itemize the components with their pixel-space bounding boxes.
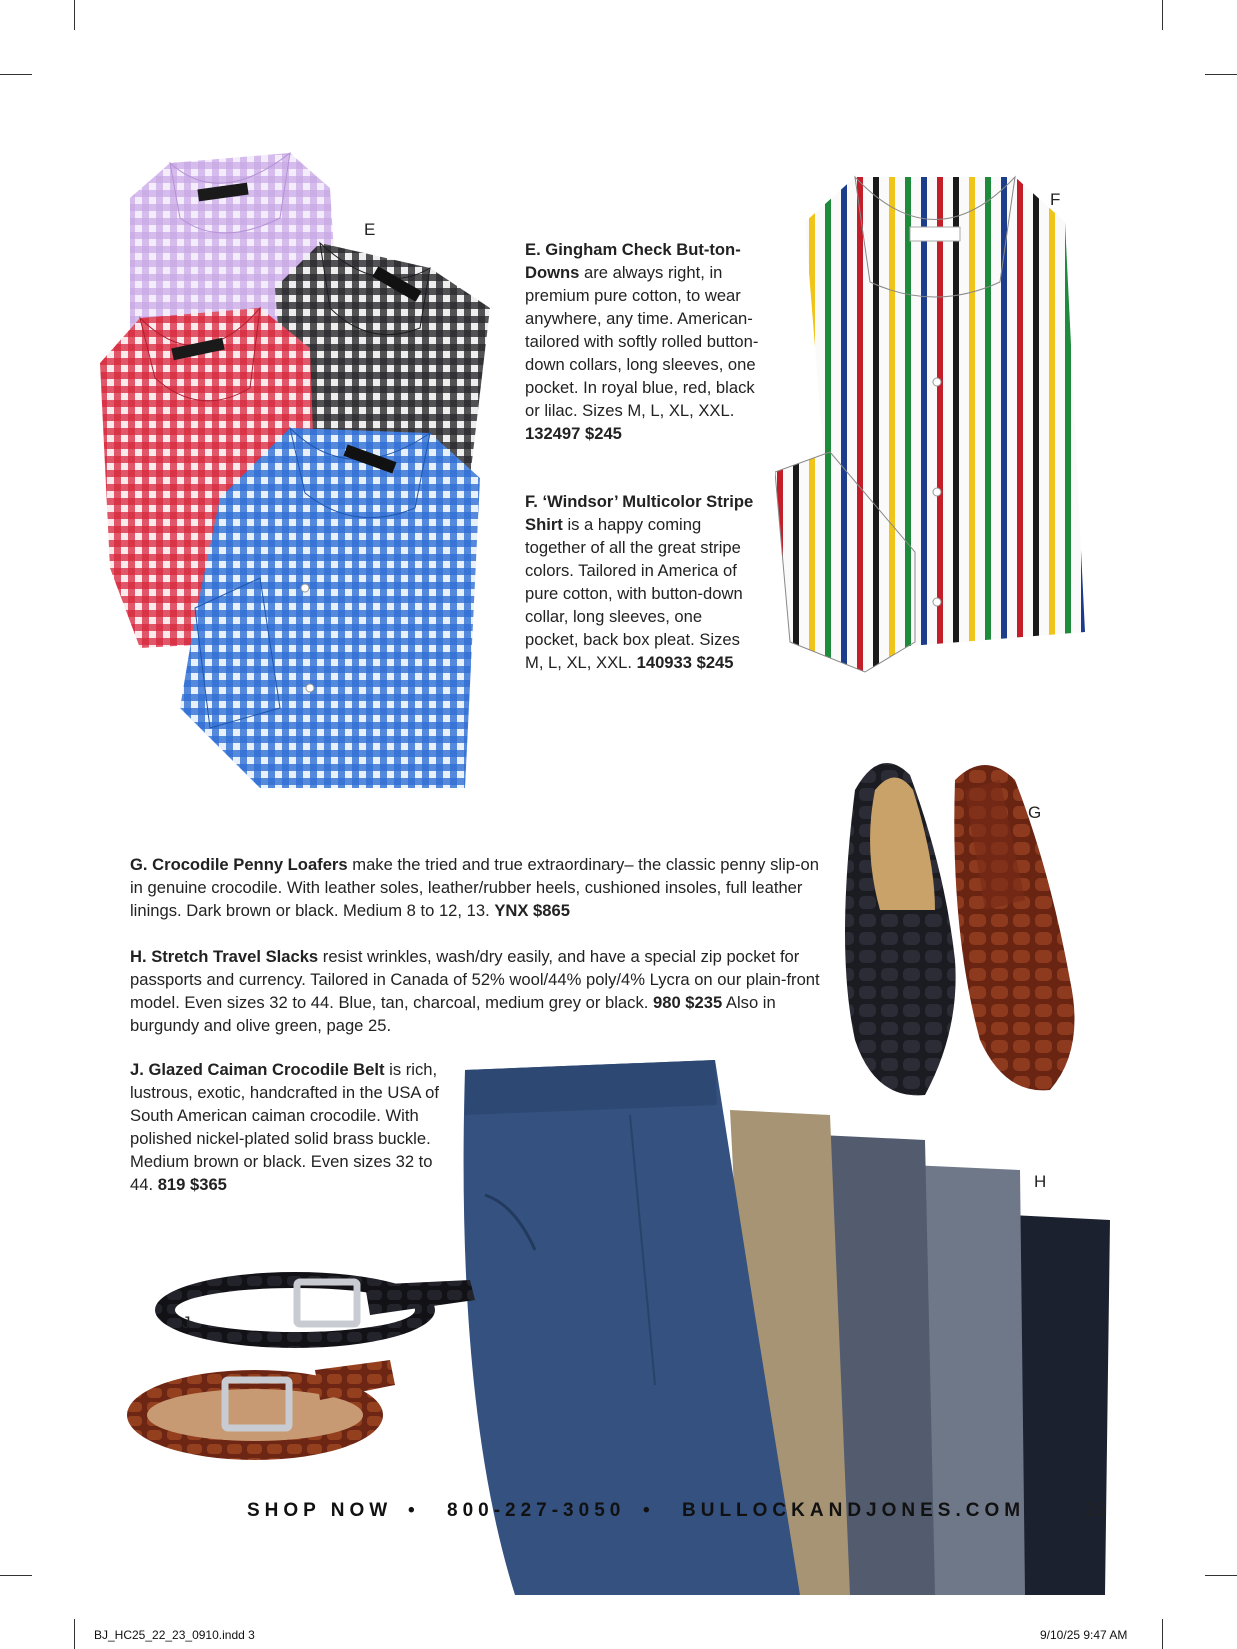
item-e-price: 132497 $245 bbox=[525, 424, 622, 443]
item-h-price: 980 $235 bbox=[652, 993, 723, 1012]
crop-mark bbox=[1162, 0, 1163, 30]
crop-mark bbox=[74, 0, 75, 30]
crop-mark bbox=[1205, 74, 1237, 75]
item-e-body: are always right, in premium pure cotton, to wear anywhere, any time. American-tailored with softly rolled button-down collars, long sleeves, one pocket. In royal blue, red, black or lilac. Sizes M, L, XL, XXL. bbox=[525, 263, 759, 420]
item-letter-j: J bbox=[182, 1313, 191, 1332]
item-e-name: E. Gingham Check But-ton-Downs bbox=[525, 240, 741, 282]
item-e-description bbox=[525, 238, 760, 445]
item-letter-g: G bbox=[1028, 803, 1042, 822]
footer-phone: 800-227-3050 bbox=[447, 1500, 626, 1521]
item-h-name: H. Stretch Travel Slacks bbox=[130, 947, 319, 966]
crop-mark bbox=[1162, 1619, 1163, 1649]
gingham-shirts-photo bbox=[100, 148, 520, 838]
item-j-description bbox=[130, 1058, 445, 1196]
item-f-description bbox=[525, 490, 760, 674]
crop-mark bbox=[74, 1619, 75, 1649]
item-h-body: resist wrinkles, wash/dry easily, and have a special zip pocket for passports and currency. Tailored in Canada of 52% wool/44% poly/4% Lycra on our plain-front model. Even sizes 32 to 44. Blue, tan, charcoal, medium grey or black. bbox=[130, 947, 820, 1012]
item-j-body: is rich, lustrous, exotic, handcrafted in the USA of South American caiman crocodile. With polished nickel-plated solid brass buckle. Medium brown or black. Even sizes 32 to 44. bbox=[130, 1060, 440, 1194]
windsor-stripe-shirt-photo bbox=[775, 172, 1095, 692]
footer-bullet: • bbox=[408, 1500, 420, 1521]
item-f-body: is a happy coming together of all the great stripe colors. Tailored in America of pure cotton, with button-down collar, long sleeves, one pocket, back box pleat. Sizes M, L, XL, XXL. bbox=[525, 515, 743, 672]
item-letter-f: F bbox=[1050, 190, 1061, 209]
item-g-description bbox=[130, 853, 820, 922]
item-g-name: G. Crocodile Penny Loafers bbox=[130, 855, 348, 874]
shop-now-label: SHOP NOW bbox=[247, 1500, 393, 1521]
caiman-belts-photo bbox=[125, 1260, 485, 1480]
print-slug-date: 9/10/25 9:47 AM bbox=[1040, 1628, 1128, 1642]
footer-bullet: • bbox=[643, 1500, 655, 1521]
footer-website: BULLOCKANDJONES.COM bbox=[682, 1500, 1026, 1521]
item-h-description bbox=[130, 945, 820, 1037]
page-number: 23 bbox=[1085, 1500, 1107, 1521]
crocodile-loafers-photo bbox=[835, 750, 1105, 1100]
item-g-price: YNX $865 bbox=[494, 901, 570, 920]
item-g-body: make the tried and true extraordinary– the classic penny slip-on in genuine crocodile. With leather soles, leather/rubber heels, cushioned insoles, full leather linings. Dark brown or black. Medium 8 to 12, 13. bbox=[130, 855, 819, 920]
item-j-price: 819 $365 bbox=[157, 1175, 227, 1194]
print-slug-file: BJ_HC25_22_23_0910.indd 3 bbox=[94, 1628, 255, 1642]
item-letter-h: H bbox=[1034, 1172, 1047, 1191]
item-f-price: 140933 $245 bbox=[636, 653, 734, 672]
crop-mark bbox=[1205, 1575, 1237, 1576]
item-f-name: F. ‘Windsor’ Multicolor Stripe Shirt bbox=[525, 492, 754, 534]
item-h-extra: Also in burgundy and olive green, page 25. bbox=[130, 993, 776, 1035]
item-j-name: J. Glazed Caiman Crocodile Belt bbox=[130, 1060, 385, 1079]
crop-mark bbox=[0, 1575, 32, 1576]
crop-mark bbox=[0, 74, 32, 75]
item-letter-e: E bbox=[364, 220, 376, 239]
